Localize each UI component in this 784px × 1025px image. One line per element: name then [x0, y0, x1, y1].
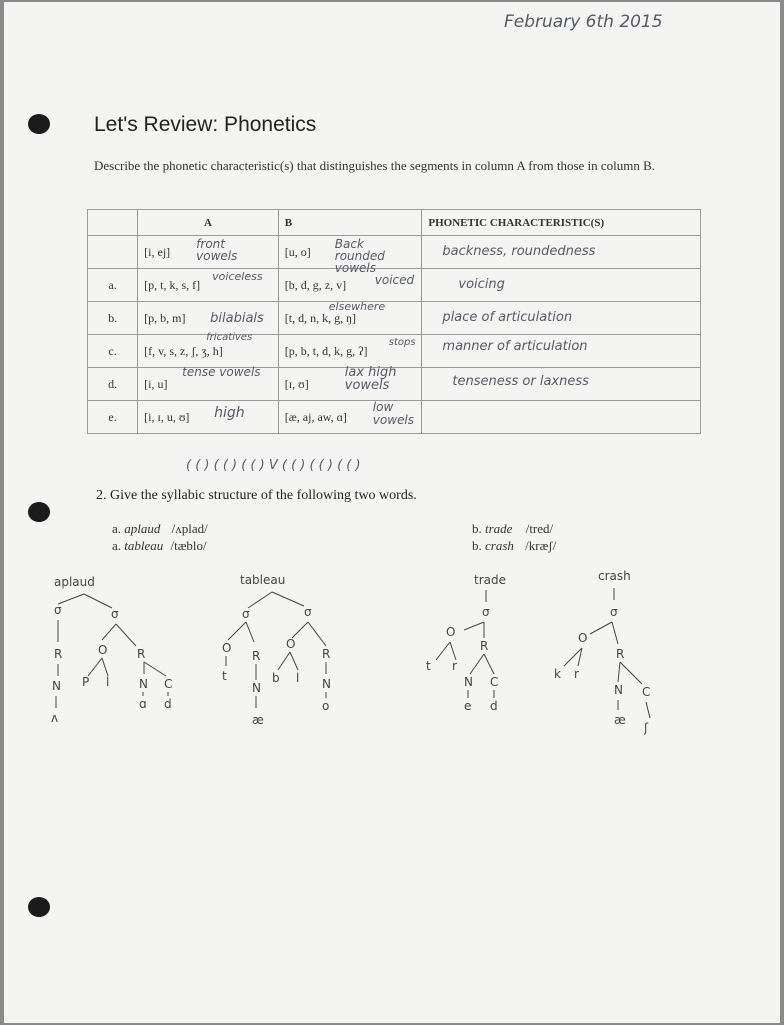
- cell-b-note: voiced: [374, 273, 415, 287]
- tree-branch: [246, 622, 254, 642]
- cell-b-note: Back rounded vowels: [334, 237, 385, 275]
- row-label: a.: [88, 269, 138, 302]
- tree-branch: [308, 622, 326, 646]
- tree-segment: e: [464, 699, 472, 713]
- cell-a-note: voiceless: [212, 270, 263, 283]
- cell-a-text: [i, u]: [144, 376, 168, 391]
- tree-branch: [228, 622, 246, 640]
- tree-word: tableau: [240, 573, 286, 587]
- tree-nucleus: N: [52, 679, 61, 693]
- tree-nucleus: N: [322, 677, 331, 691]
- word-text: trade: [485, 521, 513, 536]
- header-cell-a: A: [138, 210, 279, 236]
- tree-sigma: σ: [242, 607, 250, 621]
- word-label: b.: [472, 538, 482, 553]
- cell-answer-text: voicing: [458, 277, 505, 292]
- tree-nucleus: N: [139, 677, 148, 691]
- word-label: b.: [472, 521, 482, 536]
- cell-b-text: [b, d, g, z, v]: [284, 277, 347, 292]
- tree-branch: [564, 648, 582, 666]
- cell-answer-text: manner of articulation: [442, 339, 588, 354]
- tree-branch: [290, 652, 298, 670]
- cell-b-note: stops: [388, 337, 416, 348]
- tree-onset: O: [446, 625, 456, 639]
- cell-b-note: low vowels: [372, 400, 415, 427]
- tree-tableau: [222, 573, 331, 727]
- cell-a-note: front vowels: [196, 237, 238, 263]
- cell-a-text: [p, t, k, s, f]: [144, 277, 201, 292]
- tree-segment: æ: [252, 713, 264, 727]
- cell-a-note: bilabials: [210, 311, 264, 326]
- tree-coda: C: [642, 685, 651, 699]
- header-cell-b: B: [278, 210, 422, 236]
- tree-branch: [292, 622, 308, 638]
- tree-segment: t: [426, 659, 431, 673]
- tree-sigma: σ: [54, 603, 62, 617]
- tree-branch: [58, 594, 84, 604]
- tree-sigma: σ: [111, 607, 119, 621]
- tree-segment: l: [296, 671, 300, 685]
- word-ipa: /tæblo/: [170, 538, 207, 553]
- cell-a-text: [i, ɪ, u, ʊ]: [144, 409, 190, 424]
- tree-branch: [646, 702, 650, 718]
- tree-branch: [248, 592, 272, 608]
- tree-onset: O: [222, 641, 232, 655]
- tree-segment: ɑ: [139, 697, 147, 711]
- tree-branch: [618, 662, 620, 682]
- tree-onset: O: [286, 637, 296, 651]
- tree-branch: [590, 622, 612, 634]
- tree-branch: [278, 652, 290, 670]
- tree-crash: [554, 569, 650, 735]
- tree-segment: d: [490, 699, 498, 713]
- tree-rhyme: R: [137, 647, 146, 661]
- tree-segment: b: [272, 671, 280, 685]
- tree-segment: o: [322, 699, 330, 713]
- cell-b-note: elsewhere: [328, 300, 386, 313]
- tree-segment: t: [222, 669, 227, 683]
- cell-b-note: lax high vowels: [344, 365, 397, 393]
- tree-aplaud: [51, 575, 172, 725]
- word-text: aplaud: [124, 521, 161, 536]
- tree-branch: [484, 654, 494, 674]
- row-label: d.: [88, 368, 138, 401]
- tree-branch: [464, 622, 484, 630]
- tree-branch: [450, 642, 456, 660]
- tree-segment: r: [574, 667, 579, 681]
- cell-a-note: high: [214, 405, 245, 421]
- tree-branch: [116, 624, 136, 646]
- tree-segment: ʃ: [644, 721, 649, 735]
- word-label: a.: [112, 538, 122, 553]
- tree-onset: O: [578, 631, 588, 645]
- worksheet-page: [4, 2, 780, 1023]
- tree-segment: P: [82, 675, 90, 689]
- cell-b-text: [æ, aj, aw, ɑ]: [284, 409, 347, 424]
- tree-branch: [144, 662, 166, 676]
- word-ipa: /ʌplad/: [171, 521, 208, 536]
- word-ipa: /tred/: [525, 521, 554, 536]
- cell-a-text: [i, ej]: [144, 244, 171, 259]
- cell-answer-text: backness, roundedness: [442, 244, 596, 259]
- cell-b-text: [p, b, t, d, k, g, ʔ]: [284, 343, 368, 358]
- syllable-scribble: ( ( ) ( ( ) ( ( ) V ( ( ) ( ( ) ( ( ): [186, 458, 361, 473]
- tree-rhyme: R: [616, 647, 625, 661]
- tree-segment: æ: [614, 713, 626, 727]
- tree-nucleus: N: [252, 681, 261, 695]
- page-title: Let's Review: Phonetics: [94, 113, 317, 136]
- tree-word: aplaud: [54, 575, 95, 589]
- tree-segment: k: [554, 667, 561, 681]
- tree-segment: d: [164, 697, 172, 711]
- tree-rhyme: R: [54, 647, 63, 661]
- tree-branch: [102, 658, 108, 676]
- word-ipa: /kræʃ/: [525, 538, 557, 553]
- tree-sigma: σ: [482, 605, 490, 619]
- word-text: tableau: [124, 538, 164, 553]
- tree-branch: [620, 662, 642, 684]
- instructions: Describe the phonetic characteristic(s) that distinguishes the segments in column A from those in column B.: [94, 158, 656, 173]
- tree-word: crash: [598, 569, 631, 583]
- tree-rhyme: R: [252, 649, 261, 663]
- tree-branch: [102, 624, 116, 640]
- tree-coda: C: [164, 677, 173, 691]
- word-text: crash: [485, 538, 514, 553]
- cell-a-text: [p, b, m]: [144, 310, 186, 325]
- tree-branch: [84, 594, 112, 608]
- cell-a-text: [f, v, s, z, ʃ, ʒ, h]: [144, 343, 223, 358]
- tree-nucleus: N: [614, 683, 623, 697]
- tree-segment: l: [106, 675, 110, 689]
- cell-b-text: [t, d, n, k, g, ŋ]: [284, 310, 357, 325]
- tree-segment: ʌ: [51, 711, 59, 725]
- tree-branch: [88, 658, 102, 676]
- cell-a-note: tense vowels: [182, 365, 261, 379]
- cell-b-text: [ɪ, ʊ]: [284, 376, 309, 391]
- cell-answer-text: place of articulation: [442, 310, 573, 325]
- handwritten-date: February 6th 2015: [504, 12, 663, 32]
- tree-word: trade: [474, 573, 506, 587]
- tree-coda: C: [490, 675, 499, 689]
- word-label: a.: [112, 521, 122, 536]
- cell-answer-text: tenseness or laxness: [452, 374, 589, 389]
- syllable-trees: [4, 2, 780, 1023]
- tree-trade: [426, 573, 506, 713]
- tree-branch: [612, 622, 618, 644]
- row-label: e.: [88, 401, 138, 434]
- row-label: c.: [88, 335, 138, 368]
- tree-branch: [272, 592, 304, 606]
- tree-rhyme: R: [322, 647, 331, 661]
- question-2: 2. Give the syllabic structure of the following two words.: [96, 488, 417, 503]
- cell-a-note: fricatives: [206, 332, 253, 343]
- cell-b-text: [u, o]: [284, 244, 311, 259]
- tree-rhyme: R: [480, 639, 489, 653]
- header-cell-characteristics: PHONETIC CHARACTERISTIC(S): [422, 210, 701, 236]
- tree-sigma: σ: [304, 605, 312, 619]
- tree-branch: [436, 642, 450, 660]
- tree-segment: r: [452, 659, 457, 673]
- tree-branch: [470, 654, 484, 674]
- tree-nucleus: N: [464, 675, 473, 689]
- tree-onset: O: [98, 643, 108, 657]
- tree-sigma: σ: [610, 605, 618, 619]
- row-label: b.: [88, 302, 138, 335]
